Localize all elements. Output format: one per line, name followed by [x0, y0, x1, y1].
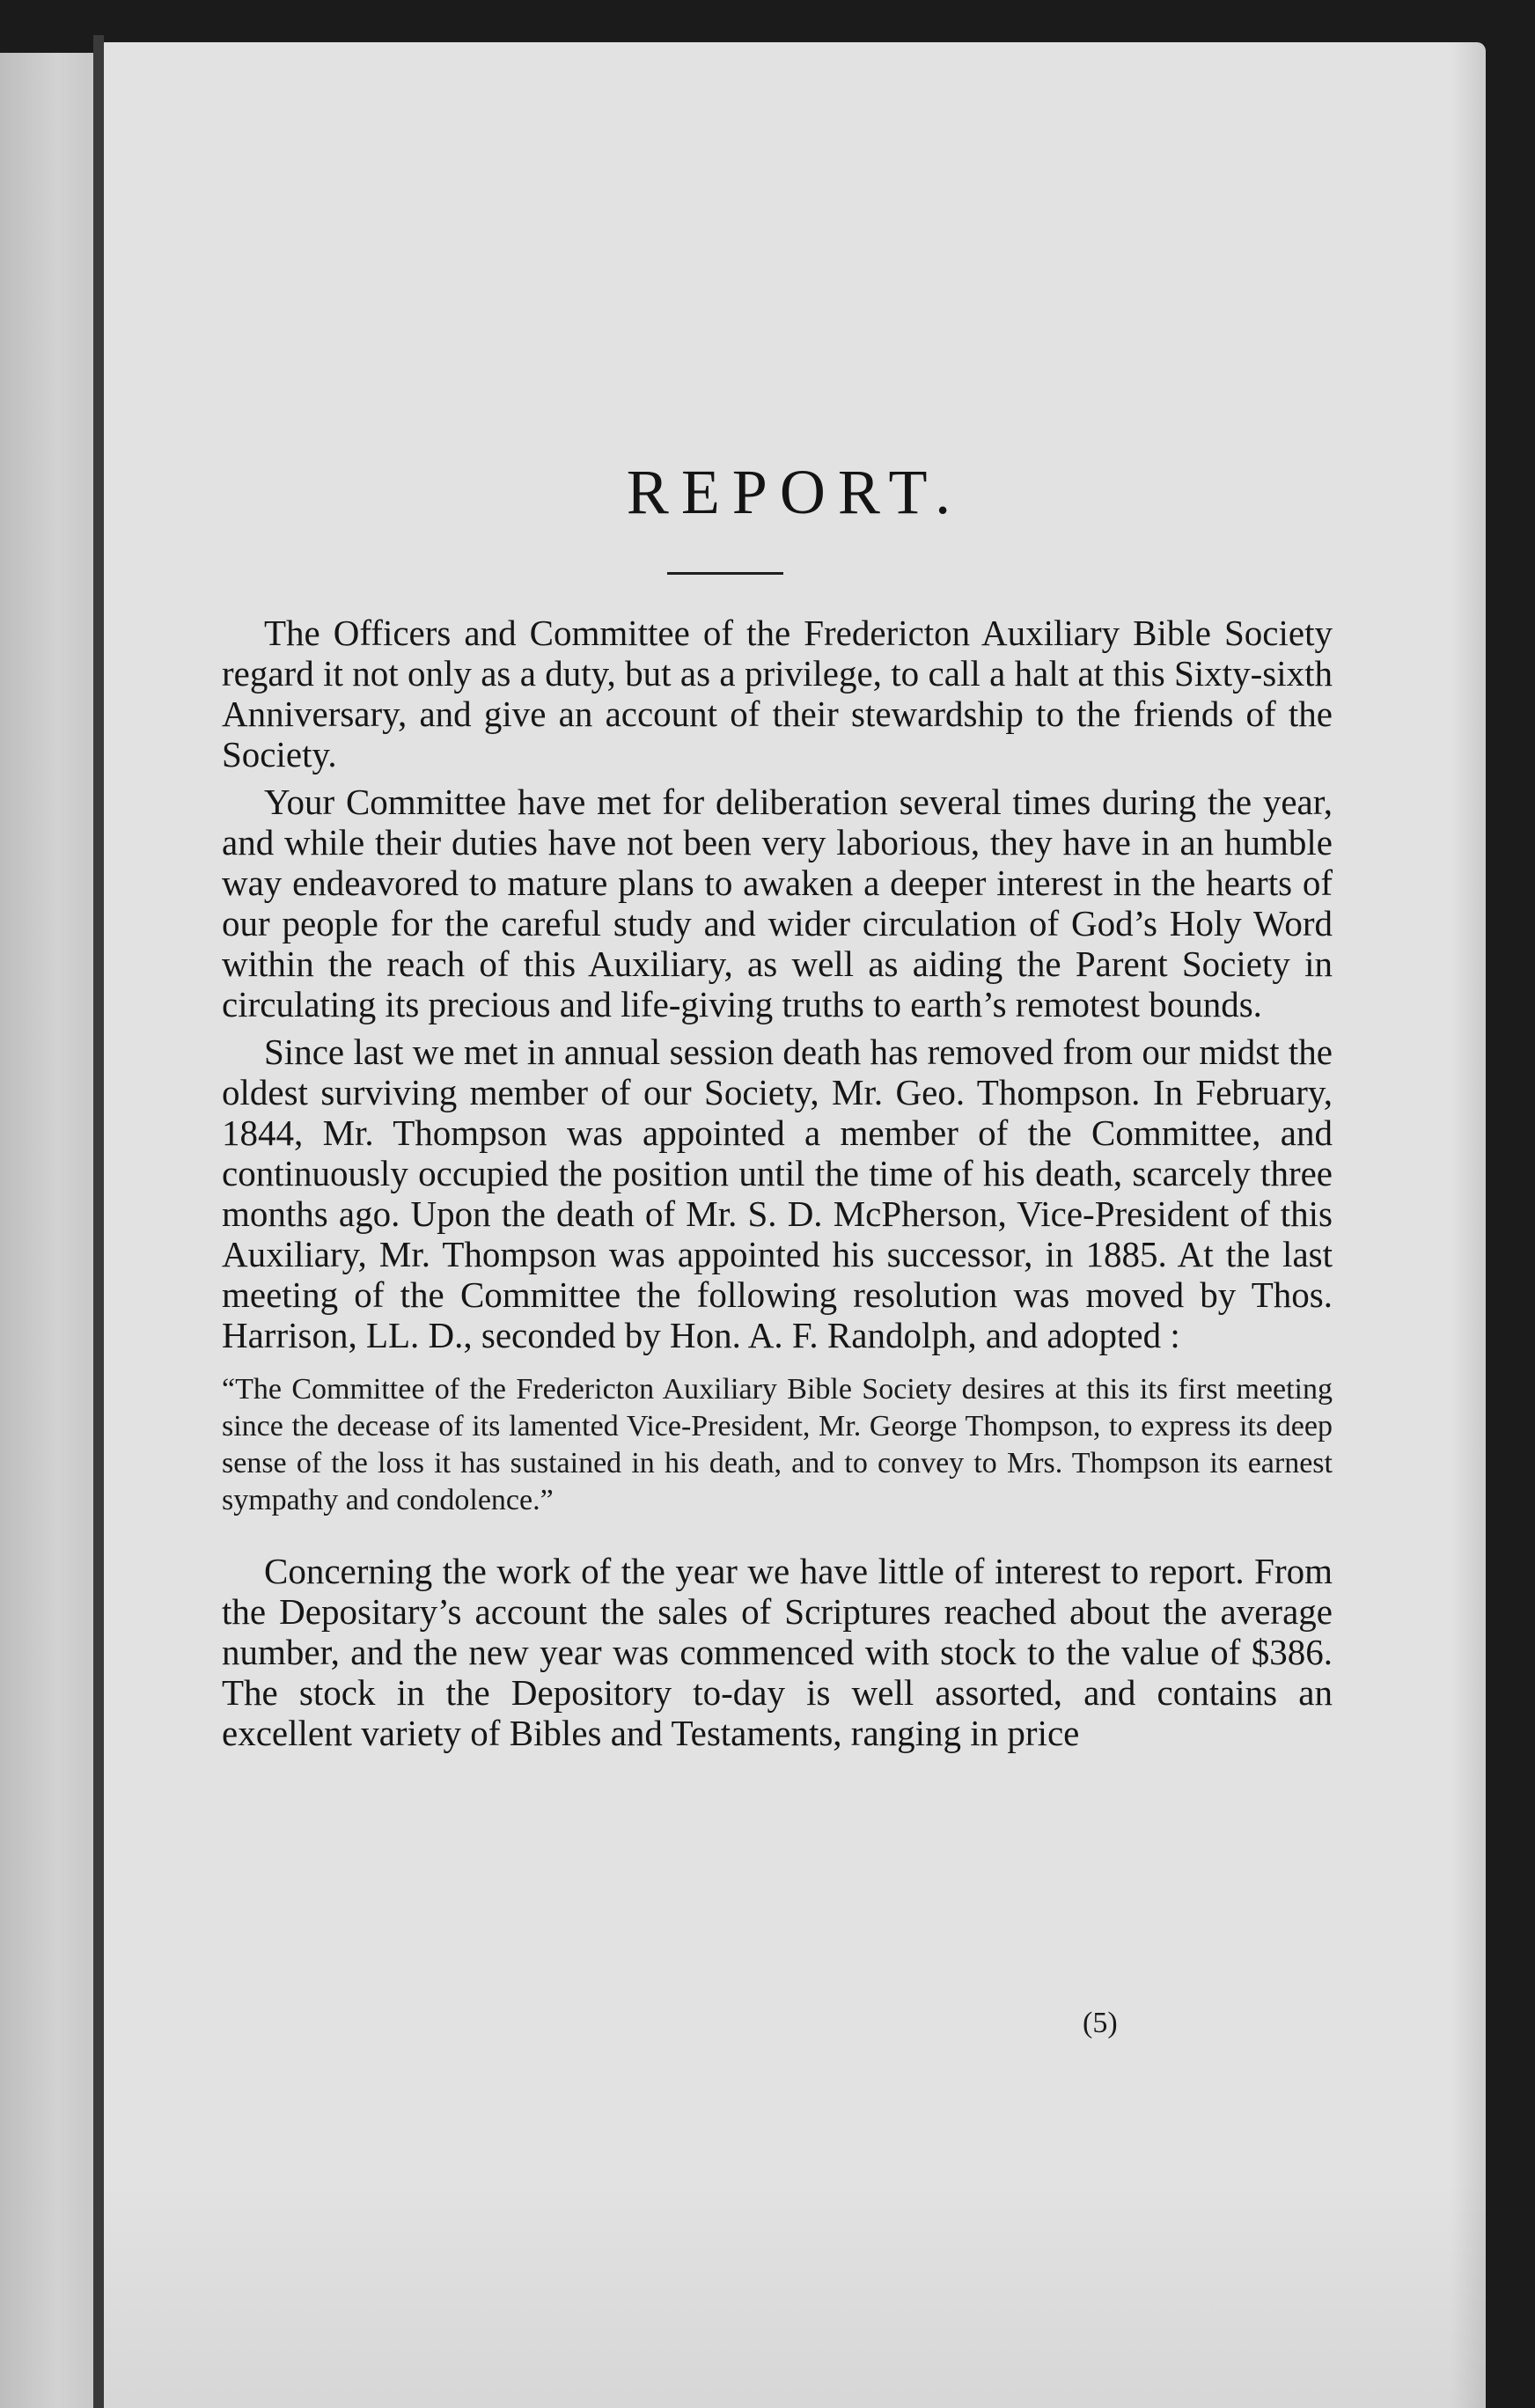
page-title: REPORT.: [626, 457, 964, 527]
resolution-quote: “The Committee of the Fredericton Auxiliary Bible Society desires at this its first meeting since the decease of its lamented Vice-President, Mr. George Thompson, to express its deep sense of the loss it has sustained in his death, and to convey to Mrs. Thompson its earnest sympathy and condolence.”: [222, 1373, 1333, 1516]
binding-gutter: [93, 35, 104, 2408]
paragraph-2: Your Committee have met for deliberation several times during the year, and while their duties have not been very laborious, they have in an humble way endeavored to mature plans to awaken a deeper interest in the hearts of our people for the careful study and wider circulation of God’s Holy Word within the reach of this Auxiliary, as well as aiding the Parent Society in circulating its precious and life-giving truths to earth’s remotest bounds.: [222, 782, 1333, 1024]
page-number: (5): [1083, 2007, 1118, 2039]
main-text: [222, 613, 1333, 1760]
previous-page-edge: [0, 53, 95, 2408]
page-edge-shadow: [1451, 42, 1486, 2408]
paragraph-3: Since last we met in annual session death has removed from our midst the oldest surviving member of our Society, Mr. Geo. Thompson. In February, 1844, Mr. Thompson was appointed a member of the Committee, and continuously occupied the position until the time of his death, scarcely three months ago. Upon the death of Mr. S. D. McPherson, Vice-President of this Auxiliary, Mr. Thompson was appointed his successor, in 1885. At the last meeting of the Committee the following resolution was moved by Thos. Harrison, LL. D., seconded by Hon. A. F. Randolph, and adopted :: [222, 1031, 1333, 1355]
title-rule: [667, 572, 783, 575]
paragraph-4: Concerning the work of the year we have little of interest to report. From the Depositary’s account the sales of Scriptures reached about the average number, and the new year was commenced with stock to the value of $386. The stock in the Depository to-day is well assorted, and contains an excellent variety of Bibles and Testaments, ranging in price: [222, 1551, 1333, 1753]
document-page: [104, 42, 1486, 2408]
paragraph-1: The Officers and Committee of the Fredericton Auxiliary Bible Society regard it not only as a duty, but as a privilege, to call a halt at this Sixty-sixth Anniversary, and give an account of their stewardship to the friends of the Society.: [222, 613, 1333, 775]
page-bottom-tone: [104, 2179, 1486, 2408]
